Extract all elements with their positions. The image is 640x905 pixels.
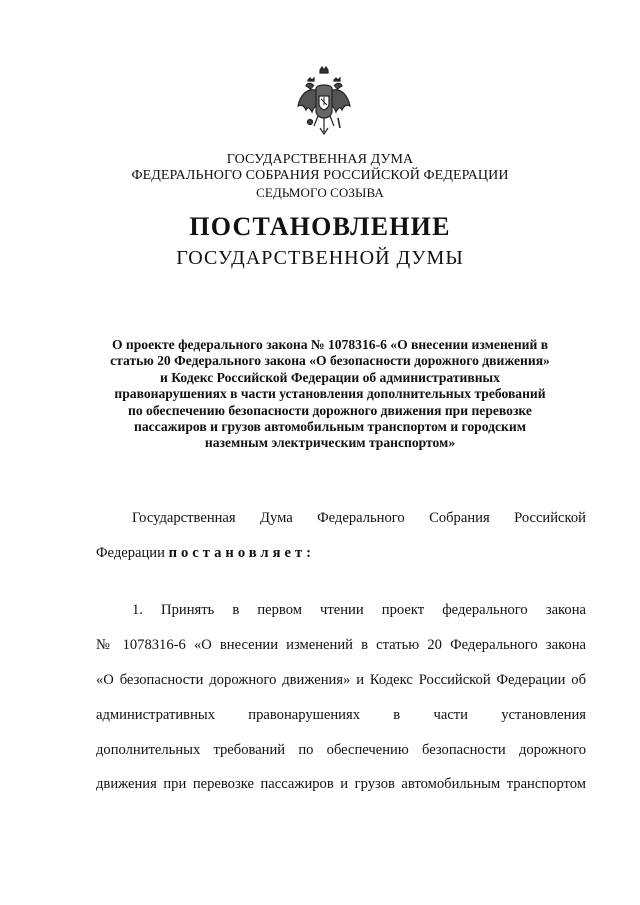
subject-line: пассажиров и грузов автомобильным транспортом и городским: [134, 419, 526, 435]
item1-line: движения при перевозке пассажиров и грузов автомобильным транспортом: [96, 776, 586, 792]
resolution-subject: [100, 337, 560, 452]
subject-line: по обеспечению безопасности дорожного движения при перевозке: [128, 402, 532, 418]
preamble-line2: [96, 544, 586, 562]
convocation-line: СЕДЬМОГО СОЗЫВА: [256, 185, 384, 200]
subject-line: и Кодекс Российской Федерации об административных: [160, 369, 500, 385]
item1-line: дополнительных требований по обеспечению безопасности дорожного: [96, 742, 586, 758]
subject-line: О проекте федерального закона № 1078316-6 «О внесении изменений в: [111, 337, 549, 352]
item1-line: административных правонарушениях в части установления: [96, 707, 586, 723]
double-headed-eagle-emblem-icon: [296, 66, 352, 140]
item1-line: 1. Принять в первом чтении проект федерального закона: [132, 602, 586, 618]
document-subtitle: ГОСУДАРСТВЕННОЙ ДУМЫ: [176, 247, 464, 269]
preamble-resolves: постановляет:: [168, 545, 316, 561]
org-name-line1: ГОСУДАРСТВЕННАЯ ДУМА: [226, 152, 414, 167]
subject-line: наземным электрическим транспортом»: [204, 435, 456, 451]
item1-line: «О безопасности дорожного движения» и Кодекс Российской Федерации об: [96, 672, 586, 688]
org-name-line2: ФЕДЕРАЛЬНОГО СОБРАНИЯ РОССИЙСКОЙ ФЕДЕРАЦИИ: [131, 168, 509, 183]
item1-line: № 1078316-6 «О внесении изменений в статью 20 Федерального закона: [96, 637, 586, 653]
preamble-line1: Государственная Дума Федерального Собрания Российской: [132, 510, 586, 526]
preamble-text: Федерации: [96, 545, 169, 561]
subject-line: правонарушениях в части установления дополнительных требований: [114, 386, 546, 402]
subject-line: статью 20 Федерального закона «О безопасности дорожного движения»: [110, 353, 550, 369]
document-title: ПОСТАНОВЛЕНИЕ: [189, 212, 451, 241]
